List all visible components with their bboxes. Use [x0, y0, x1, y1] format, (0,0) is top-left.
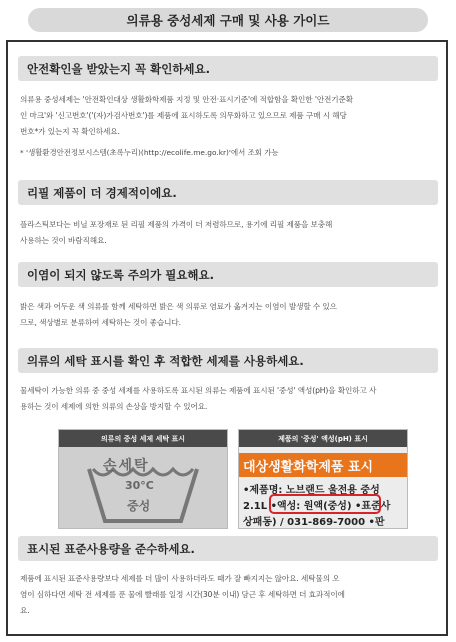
body-line: 의류용 중성세제는 '안전확인대상 생활화학제품 지정 및 안전·표시기준'에 적합함을 확인한 '안전기준확 [20, 95, 353, 104]
neutral-text: 중성 [127, 499, 151, 513]
temperature-text: 30°C [125, 479, 154, 492]
section-note: * '생활환경안전정보시스템(초록누리)(http://ecolife.me.go.kr)'에서 조회 가능 [20, 148, 279, 157]
body-line: 용하는 것이 세제에 의한 의류의 손상을 방지할 수 있어요. [20, 402, 208, 411]
label-band: 대상생활화학제품 표시 [239, 453, 407, 477]
section-heading: 이염이 되지 않도록 주의가 필요해요. [18, 262, 438, 287]
body-line: 제품에 표시된 표준사용량보다 세제를 더 많이 사용하더라도 때가 잘 빠지지는 않아요. 세탁물의 오 [20, 574, 340, 583]
photo-caption: 제품의 '중성' 액성(pH) 표시 [239, 430, 407, 447]
section-heading: 리필 제품이 더 경제적이에요. [18, 180, 438, 205]
label-line: 2.1L •액성: 원액(중성) •표준사 [243, 501, 391, 512]
section-body [18, 299, 438, 331]
hand-wash-text: 손세탁 [103, 458, 150, 474]
section-body [18, 92, 438, 140]
body-line: 사용하는 것이 바람직해요. [20, 236, 107, 245]
label-line: 상패동) / 031-869-7000 •판 [243, 517, 385, 528]
section-color-bleed [18, 262, 438, 331]
page-title: 의류용 중성세제 구매 및 사용 가이드 [28, 8, 428, 32]
section-body [18, 217, 438, 249]
section-heading: 안전확인을 받았는지 꼭 확인하세요. [18, 56, 438, 81]
product-label-image [239, 447, 407, 529]
section-body [18, 383, 438, 415]
section-dosage [18, 536, 438, 619]
body-line: 염이 심하다면 세탁 전 세제를 푼 물에 빨래를 일정 시간(30분 이내) 담근 후 세탁하면 더 효과적이에 [20, 590, 345, 599]
section-wash-label [18, 348, 438, 415]
section-safety [18, 56, 438, 160]
photo-row [58, 429, 408, 529]
product-label-photo [238, 429, 408, 529]
body-line: 물세탁이 가능한 의류 중 중성 세제를 사용하도록 표시된 의류는 제품에 표시된 '중성' 액성(pH)을 확인하고 사 [20, 386, 377, 395]
wash-symbol-photo [58, 429, 228, 529]
body-line: 플라스틱보다는 비닐 포장재로 된 리필 제품의 가격이 더 저렴하므로, 용기에 리필 제품을 보충해 [20, 220, 333, 229]
section-body [18, 571, 438, 619]
wash-symbol-image [59, 447, 227, 529]
photo-caption: 의류의 중성 세제 세탁 표시 [59, 430, 227, 447]
body-line: 밝은 색과 어두운 색 의류를 함께 세탁하면 밝은 색 의류로 염료가 옮겨지는 이염이 발생할 수 있으 [20, 302, 337, 311]
body-line: 요. [20, 606, 30, 615]
highlight-box [269, 494, 381, 514]
body-line: 번호*가 있는지 꼭 확인하세요. [20, 127, 120, 136]
section-heading: 표시된 표준사용량을 준수하세요. [18, 536, 438, 561]
body-line: 므로, 색상별로 분류하여 세탁하는 것이 좋습니다. [20, 318, 181, 327]
section-heading: 의류의 세탁 표시를 확인 후 적합한 세제를 사용하세요. [18, 348, 438, 373]
body-line: 인 마크'와 '신고번호'('(자)가검사번호')를 제품에 표시하도록 의무화하고 있으므로 제품 구매 시 해당 [20, 111, 347, 120]
section-refill [18, 180, 438, 249]
label-line: •제품명: 노브랜드 울전용 중성 [243, 485, 380, 496]
